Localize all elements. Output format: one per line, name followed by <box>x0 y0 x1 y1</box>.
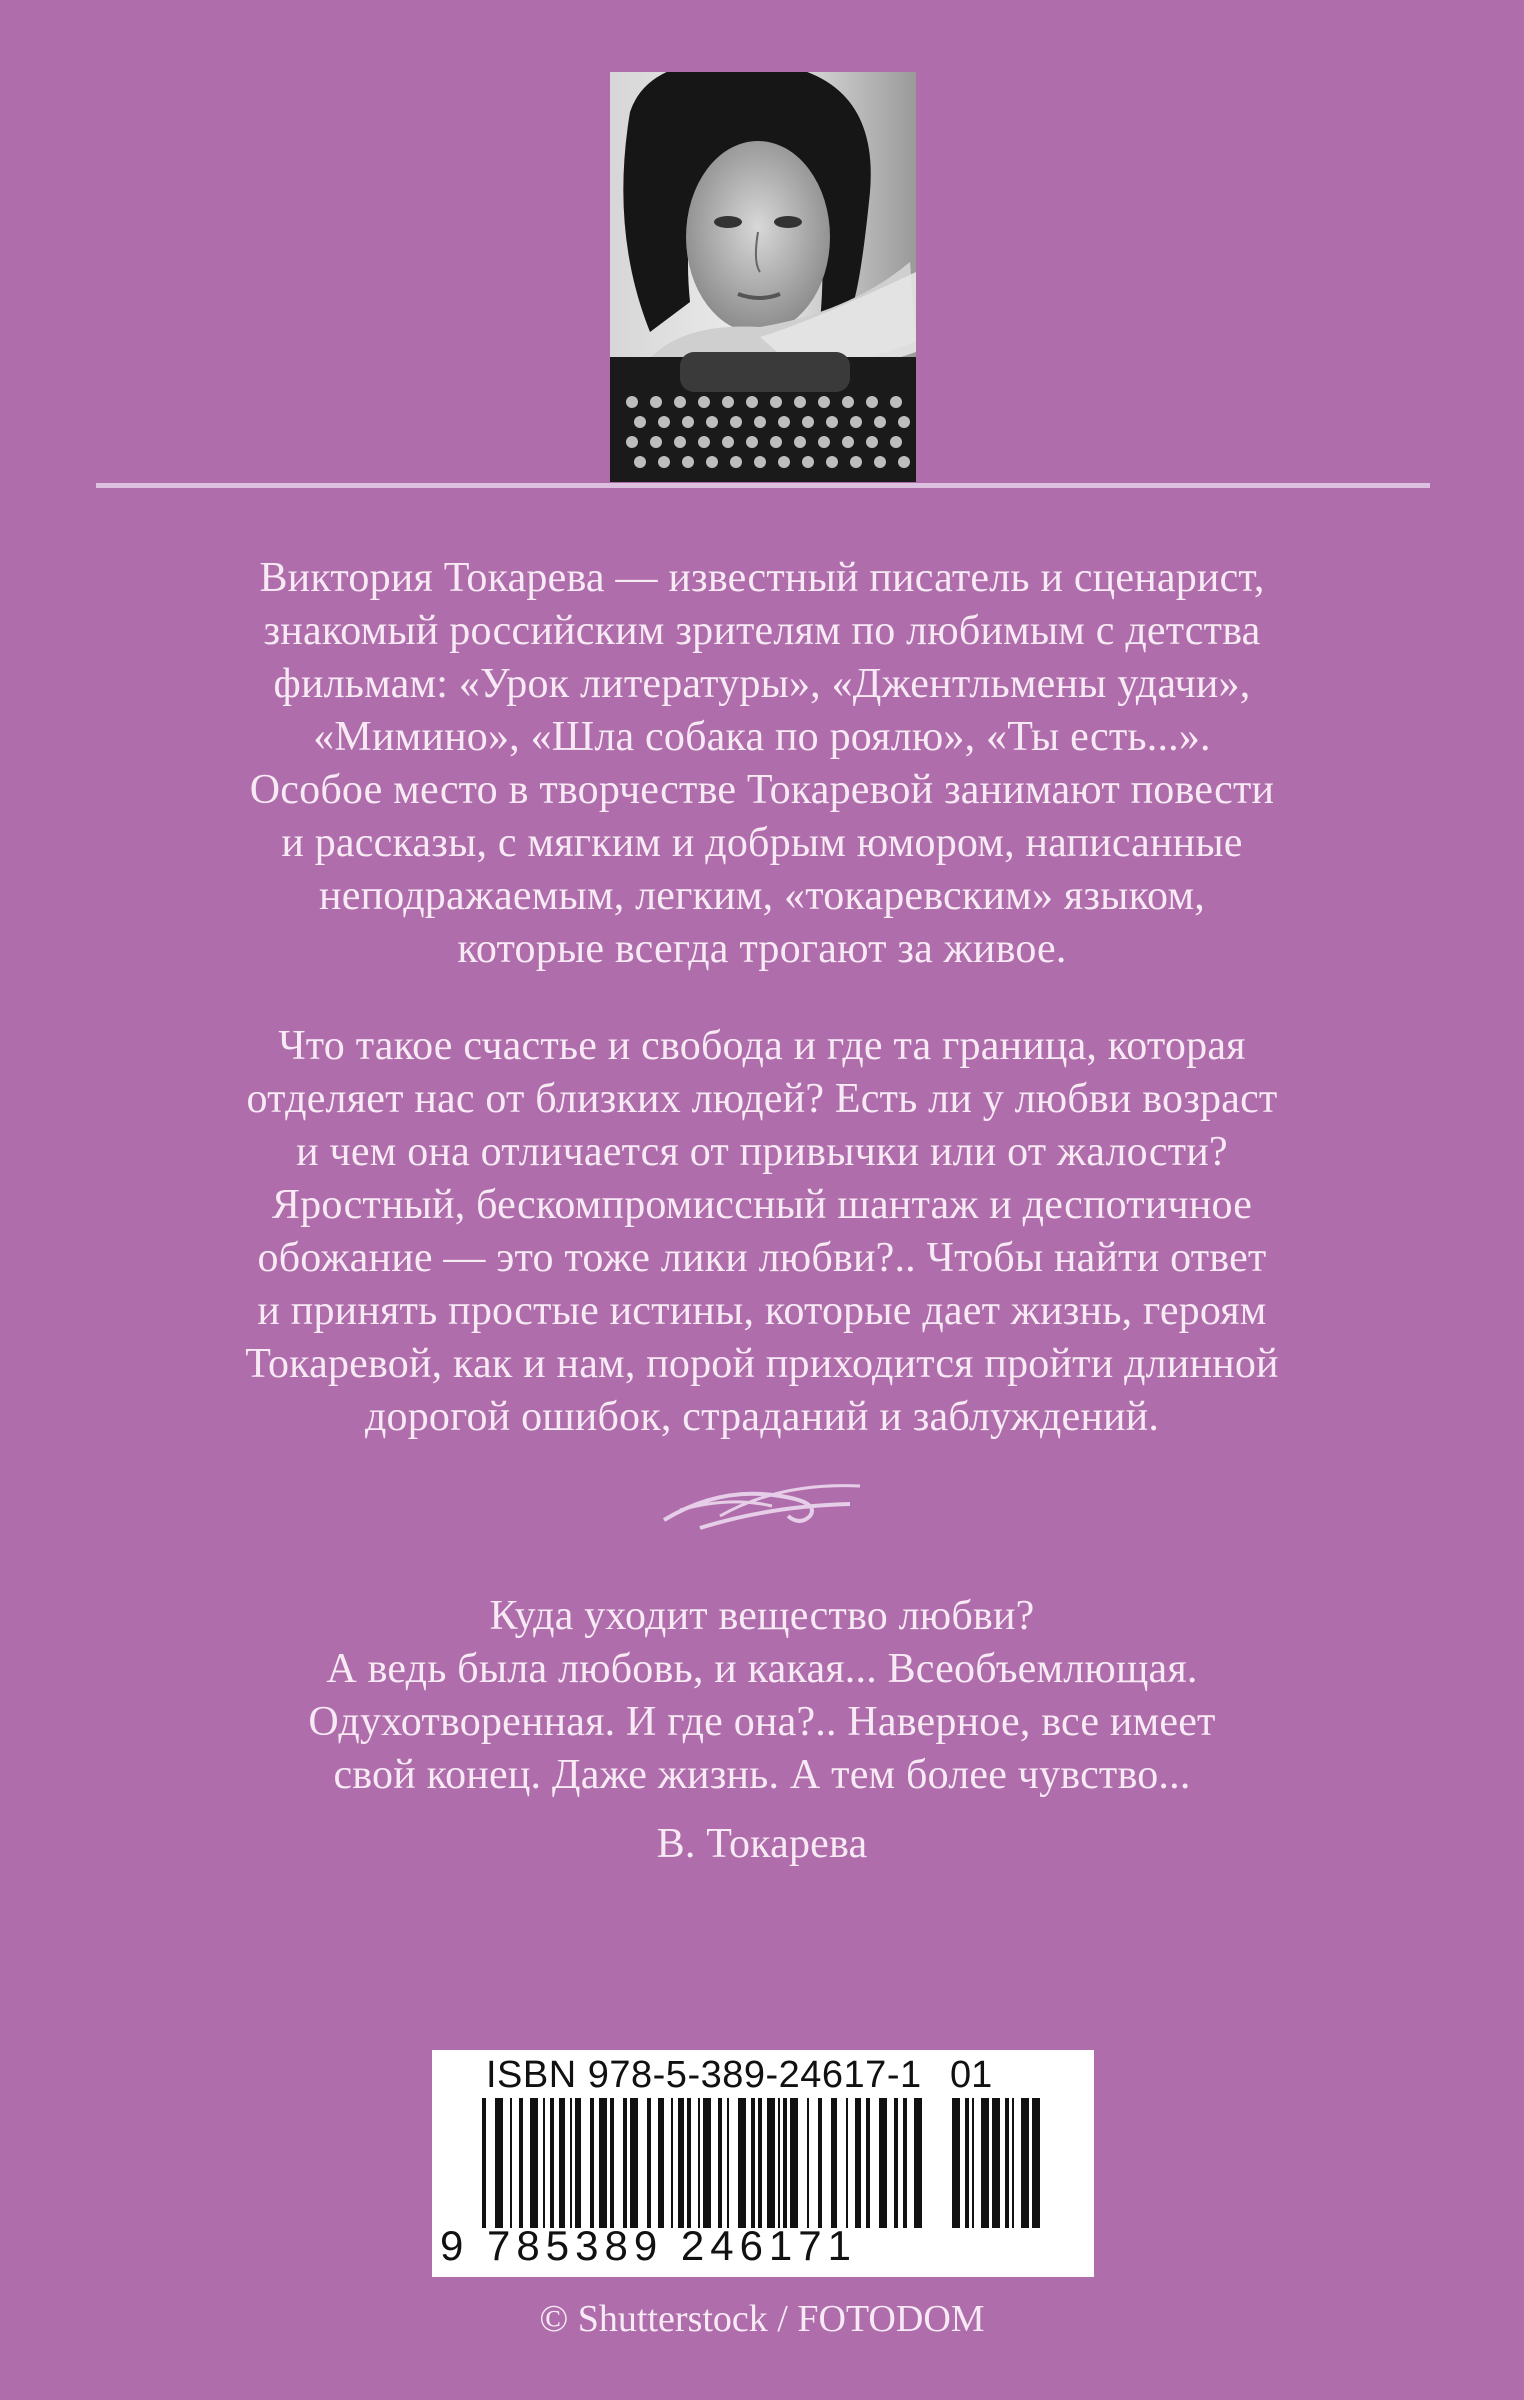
typewriter-key <box>626 396 638 408</box>
typewriter-key <box>794 436 806 448</box>
text-line: «Мимино», «Шла собака по роялю», «Ты есть...». <box>313 714 1211 760</box>
barcode-bar <box>482 2098 486 2228</box>
typewriter-key <box>706 416 718 428</box>
typewriter-key <box>682 416 694 428</box>
typewriter-key <box>754 456 766 468</box>
typewriter-key <box>722 436 734 448</box>
typewriter-key <box>778 456 790 468</box>
barcode-bar <box>647 2098 651 2228</box>
barcode-bar <box>894 2098 898 2228</box>
barcode-bar <box>550 2098 554 2228</box>
text-line: дорогой ошибок, страданий и заблуждений. <box>364 1394 1160 1440</box>
text-line: отделяет нас от близких людей? Есть ли у любви возраст <box>246 1076 1278 1122</box>
barcode-bar <box>879 2098 887 2228</box>
barcode-bar <box>738 2098 746 2228</box>
barcode-bar <box>783 2098 787 2228</box>
barcode-bar <box>965 2098 969 2228</box>
barcode-bar <box>855 2098 861 2228</box>
barcode-bar <box>1012 2098 1014 2228</box>
barcode-bar <box>972 2098 974 2228</box>
typewriter-key <box>826 416 838 428</box>
typewriter-key <box>626 436 638 448</box>
barcode-bar <box>846 2098 848 2228</box>
barcode-bar <box>599 2098 607 2228</box>
typewriter-key <box>706 456 718 468</box>
barcode-addon-bars <box>952 2098 1044 2228</box>
barcode-bar <box>952 2098 960 2228</box>
barcode-bar <box>1032 2098 1040 2228</box>
typewriter-key <box>722 396 734 408</box>
barcode-bar <box>992 2098 1000 2228</box>
barcode-bar <box>981 2098 989 2228</box>
typewriter-key <box>842 396 854 408</box>
typewriter-key <box>634 416 646 428</box>
barcode-bar <box>687 2098 691 2228</box>
text-line: фильмам: «Урок литературы», «Джентльмены удачи», <box>273 661 1251 707</box>
typewriter-key <box>746 436 758 448</box>
text-line: и чем она отличается от привычки или от жалости? <box>296 1129 1228 1175</box>
divider-line <box>96 483 1430 488</box>
typewriter-key <box>818 436 830 448</box>
barcode-bar <box>818 2098 822 2228</box>
barcode-bar <box>866 2098 870 2228</box>
typewriter-key <box>650 396 662 408</box>
typewriter-key <box>698 396 710 408</box>
typewriter-key <box>802 456 814 468</box>
annotation-paragraph-1 <box>100 552 1424 976</box>
barcode-bar <box>623 2098 627 2228</box>
text-line: неподражаемым, легким, «токаревским» языком, <box>319 873 1205 919</box>
barcode-bar <box>807 2098 809 2228</box>
barcode-bar <box>758 2098 762 2228</box>
typewriter-key <box>794 396 806 408</box>
text-line: и рассказы, с мягким и добрым юмором, написанные <box>281 820 1243 866</box>
typewriter-key <box>890 436 902 448</box>
text-line: Виктория Токарева — известный писатель и сценарист, <box>259 555 1265 601</box>
typewriter-key <box>874 456 886 468</box>
typewriter-key <box>898 456 910 468</box>
barcode-bar <box>658 2098 664 2228</box>
typewriter-key <box>866 396 878 408</box>
barcode-bar <box>510 2098 512 2228</box>
typewriter-key <box>802 416 814 428</box>
barcode-bar <box>610 2098 614 2228</box>
text-line: Яростный, бескомпромиссный шантаж и деспотичное <box>271 1182 1253 1228</box>
typewriter-key <box>682 456 694 468</box>
typewriter-key <box>890 396 902 408</box>
text-line: обожание — это тоже лики любви?.. Чтобы найти ответ <box>257 1235 1267 1281</box>
barcode-bar <box>751 2098 755 2228</box>
quote-line: Куда уходит вещество любви? <box>489 1593 1035 1639</box>
typewriter-key <box>826 456 838 468</box>
text-line: знакомый российским зрителям по любимым с детства <box>263 608 1261 654</box>
barcode-bar <box>831 2098 837 2228</box>
text-line: Токаревой, как и нам, порой приходится пройти длинной <box>245 1341 1279 1387</box>
barcode-addon-code: 01 <box>950 2054 993 2096</box>
barcode-bar <box>698 2098 700 2228</box>
barcode-bar <box>778 2098 780 2228</box>
barcode-bar <box>519 2098 523 2228</box>
typewriter-key <box>658 416 670 428</box>
barcode-bar <box>570 2098 572 2228</box>
typewriter-key <box>698 436 710 448</box>
barcode-bar <box>1005 2098 1009 2228</box>
typewriter-key <box>874 416 886 428</box>
barcode-bar <box>790 2098 798 2228</box>
isbn-barcode <box>432 2050 1094 2277</box>
typewriter-key <box>674 396 686 408</box>
isbn-label: ISBN 978-5-389-24617-1 <box>486 2054 922 2096</box>
barcode-bar <box>914 2098 922 2228</box>
ean-digits: 9 785389 246171 <box>440 2222 857 2269</box>
typewriter-key <box>746 396 758 408</box>
typewriter-key <box>634 456 646 468</box>
barcode-bar <box>630 2098 638 2228</box>
barcode-bar <box>671 2098 673 2228</box>
text-line: Особое место в творчестве Токаревой занимают повести <box>249 767 1275 813</box>
barcode-bar <box>767 2098 775 2228</box>
typewriter-key <box>650 436 662 448</box>
quote-author: В. Токарева <box>656 1821 868 1867</box>
epigraph-quote <box>100 1590 1424 1802</box>
typewriter-key <box>730 416 742 428</box>
typewriter-key <box>674 436 686 448</box>
text-line: которые всегда трогают за живое. <box>457 926 1067 972</box>
barcode-bar <box>495 2098 503 2228</box>
quote-line: свой конец. Даже жизнь. А тем более чувство... <box>333 1752 1191 1798</box>
barcode-bar <box>718 2098 722 2228</box>
typewriter-key <box>850 416 862 428</box>
typewriter-key <box>898 416 910 428</box>
typewriter-key <box>730 456 742 468</box>
barcode-bar <box>903 2098 907 2228</box>
barcode-bar <box>543 2098 545 2228</box>
author-photo <box>610 72 916 482</box>
typewriter-key <box>770 396 782 408</box>
quote-line: А ведь была любовь, и какая... Всеобъемлющая. <box>326 1646 1198 1692</box>
typewriter-key <box>658 456 670 468</box>
typewriter-key <box>770 436 782 448</box>
barcode-bars <box>482 2098 922 2228</box>
annotation-paragraph-2 <box>100 1020 1424 1444</box>
typewriter-key <box>754 416 766 428</box>
barcode-bar <box>678 2098 684 2228</box>
text-line: и принять простые истины, которые дает жизнь, героям <box>257 1288 1267 1334</box>
barcode-bar <box>703 2098 711 2228</box>
typewriter-key <box>866 436 878 448</box>
text-line: Что такое счастье и свобода и где та граница, которая <box>278 1023 1246 1069</box>
barcode-bar <box>1021 2098 1029 2228</box>
typewriter-key <box>818 396 830 408</box>
barcode-bar <box>575 2098 581 2228</box>
typewriter-key <box>778 416 790 428</box>
photo-credit: © Shutterstock / FOTODOM <box>539 2298 985 2340</box>
barcode-bar <box>727 2098 729 2228</box>
barcode-bar <box>530 2098 538 2228</box>
typewriter-key <box>842 436 854 448</box>
barcode-bar <box>590 2098 594 2228</box>
quote-line: Одухотворенная. И где она?.. Наверное, все имеет <box>308 1699 1216 1745</box>
barcode-bar <box>559 2098 565 2228</box>
flourish-ornament-icon <box>660 1476 864 1536</box>
typewriter-key <box>850 456 862 468</box>
